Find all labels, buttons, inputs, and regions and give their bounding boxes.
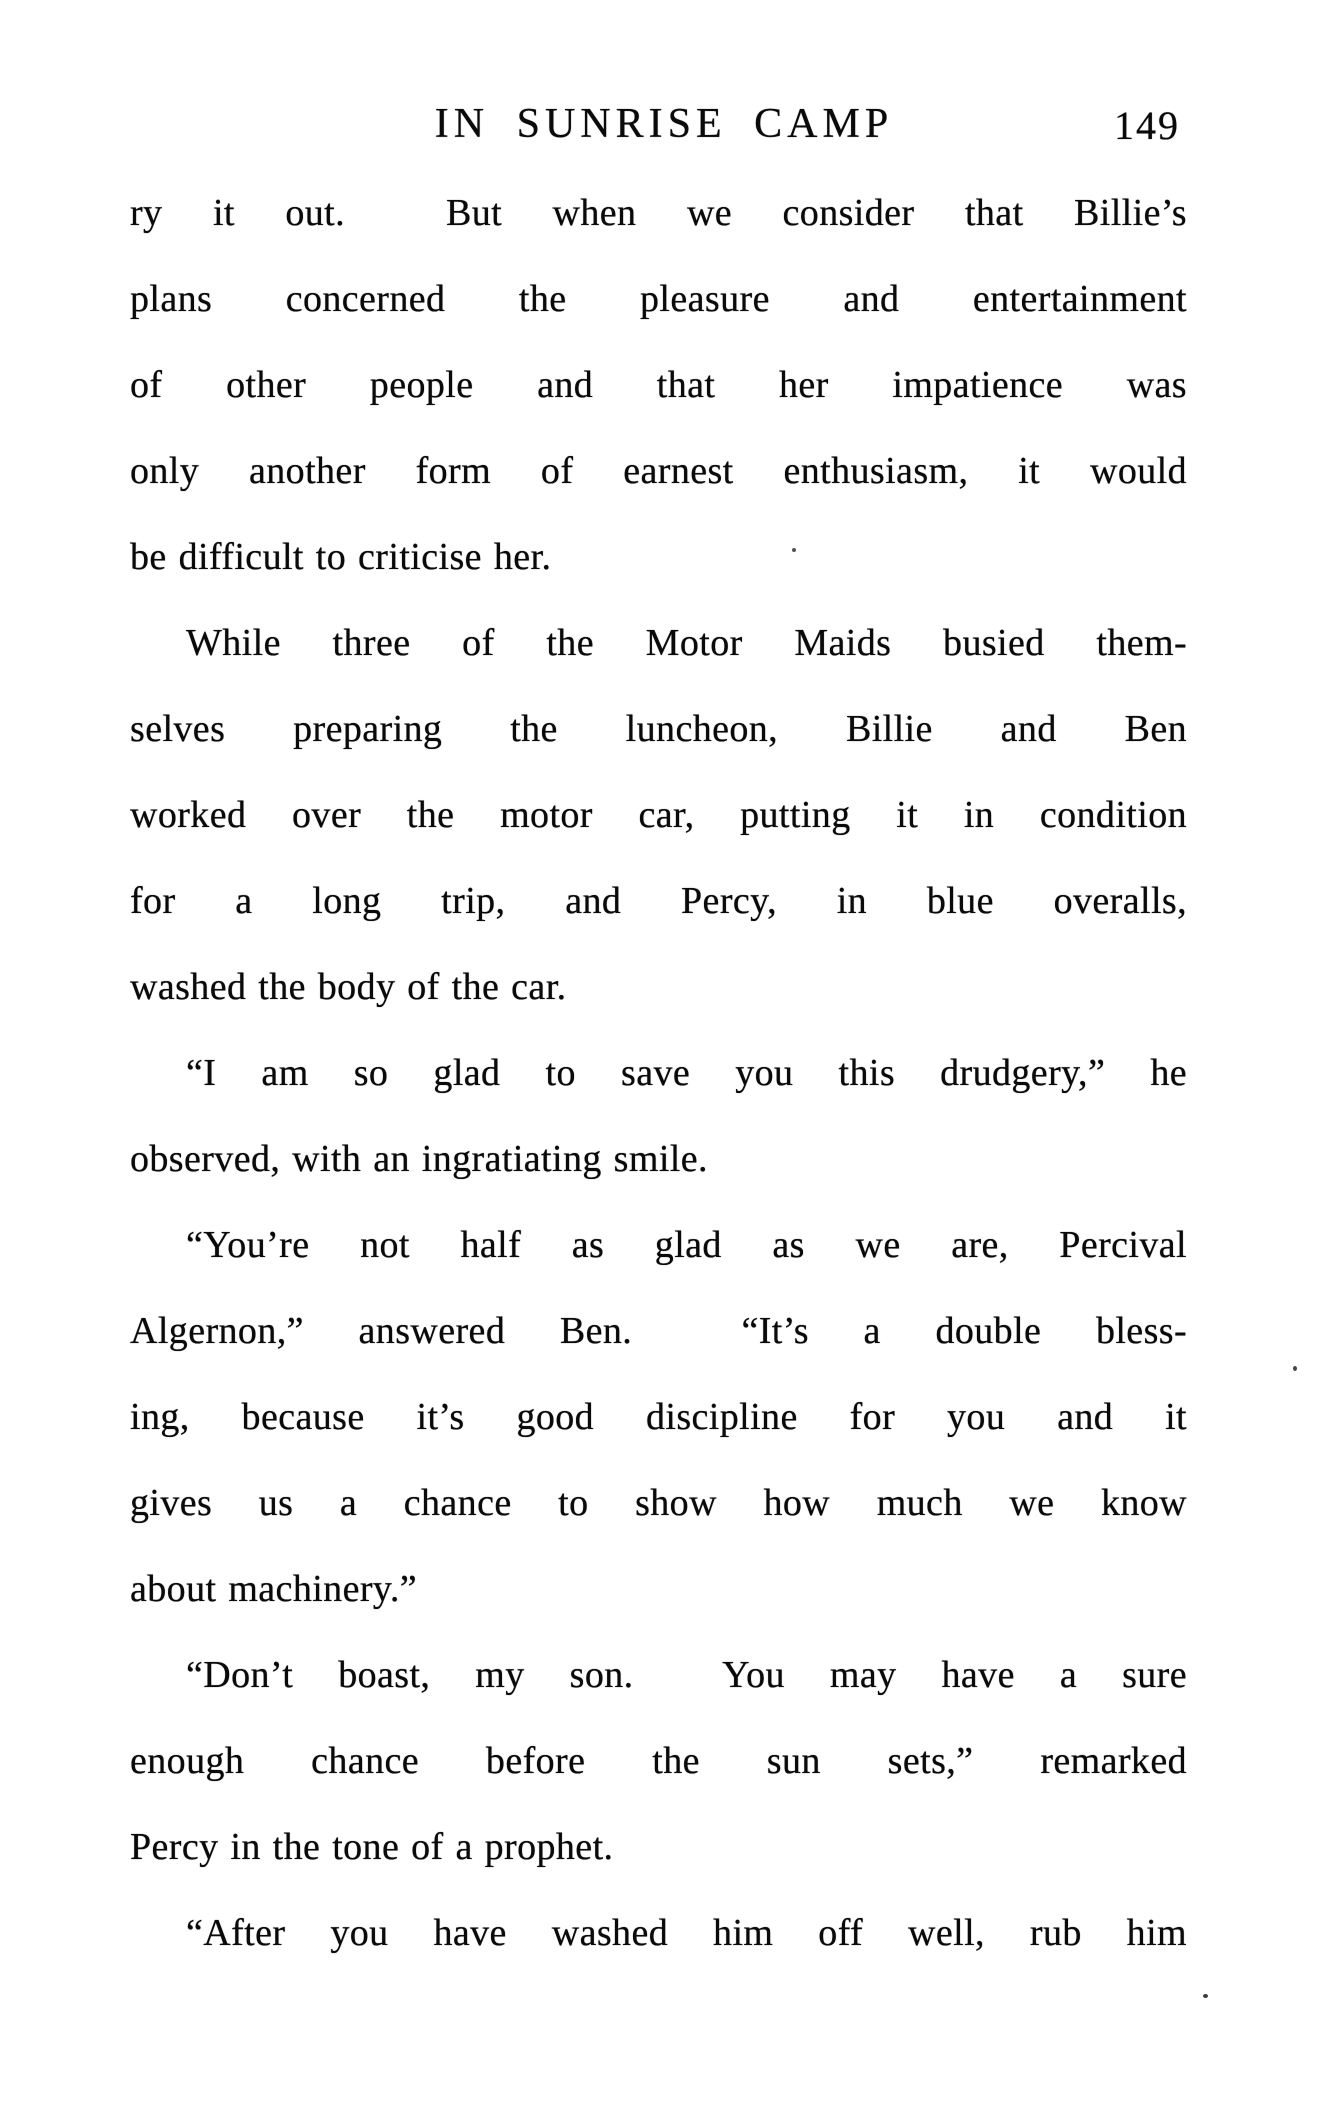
text-line: about machinery.” <box>130 1568 417 1610</box>
text-line: Algernon,” answered Ben. “It’s a double bless- <box>130 1310 1187 1352</box>
text-line: be difficult to criticise her. <box>130 536 552 578</box>
text-line: “After you have washed him off well, rub him <box>186 1912 1187 1954</box>
text-line: Percy in the tone of a prophet. <box>130 1826 614 1868</box>
text-line: ing, because it’s good discipline for you and it <box>130 1396 1187 1438</box>
text-line: of other people and that her impatience was <box>130 364 1187 406</box>
text-line: observed, with an ingratiating smile. <box>130 1138 708 1180</box>
text-line: gives us a chance to show how much we know <box>130 1482 1187 1524</box>
text-line: ry it out. But when we consider that Billie’s <box>130 192 1187 234</box>
text-line: washed the body of the car. <box>130 966 567 1008</box>
page-number: 149 <box>1114 103 1180 148</box>
text-line: plans concerned the pleasure and entertainment <box>130 278 1187 320</box>
scan-speck <box>1293 1366 1297 1371</box>
text-line: worked over the motor car, putting it in condition <box>130 794 1187 836</box>
page-body <box>130 170 1187 1976</box>
running-title: IN SUNRISE CAMP <box>434 101 894 147</box>
text-line: only another form of earnest enthusiasm, it would <box>130 450 1187 492</box>
text-line: “I am so glad to save you this drudgery,” he <box>186 1052 1187 1094</box>
text-line: “You’re not half as glad as we are, Percival <box>186 1224 1187 1266</box>
text-line: selves preparing the luncheon, Billie and Ben <box>130 708 1187 750</box>
scan-speck <box>792 548 796 552</box>
text-line: for a long trip, and Percy, in blue overalls, <box>130 880 1187 922</box>
text-line: “Don’t boast, my son. You may have a sure <box>186 1654 1187 1696</box>
text-line: enough chance before the sun sets,” remarked <box>130 1740 1187 1782</box>
scan-speck <box>1203 1994 1208 1998</box>
text-line: While three of the Motor Maids busied them- <box>186 622 1187 664</box>
